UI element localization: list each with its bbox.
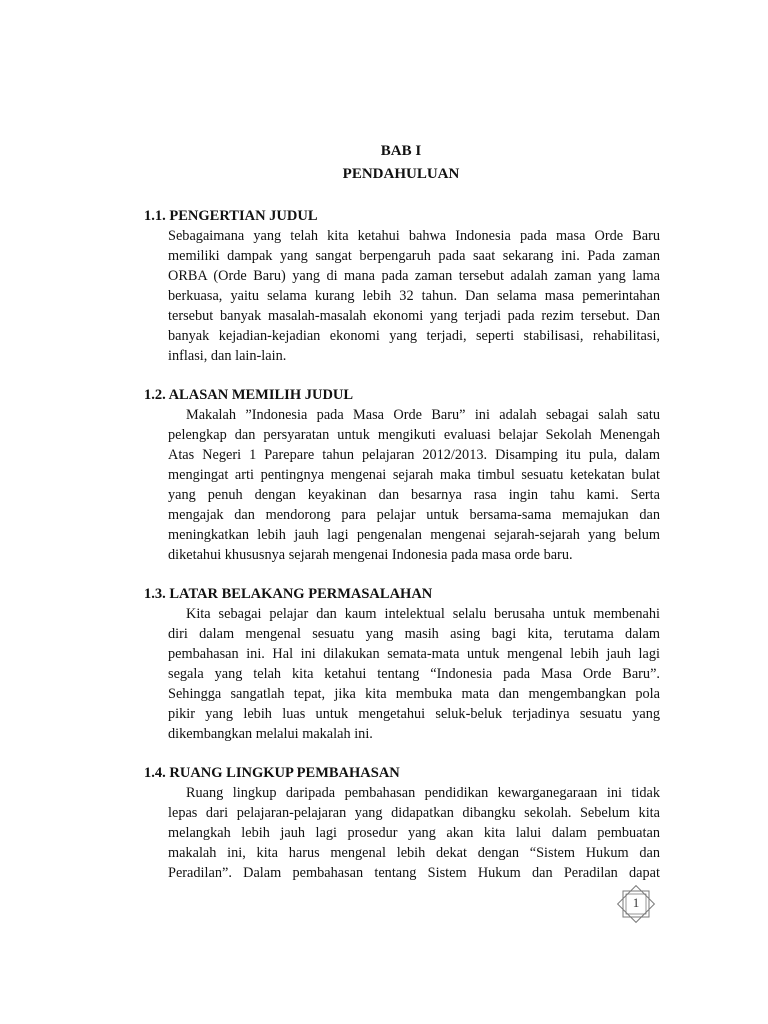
paragraph-line: mengajak dan mendorong para pelajar untuk bersama-sama memajukan dan: [168, 507, 660, 523]
section-heading-pengertian-judul: 1.1. PENGERTIAN JUDUL: [144, 208, 318, 224]
paragraph-line: makalah ini, kita harus mengenal lebih dekat dengan “Sistem Hukum dan: [168, 845, 660, 861]
paragraph-line: inflasi, dan lain-lain.: [168, 348, 287, 364]
section-paragraph-latar-belakang: [168, 604, 660, 744]
section-paragraph-pengertian-judul: [168, 226, 660, 366]
paragraph-line: berkuasa, yaitu selama kurang lebih 32 tahun. Dan selama masa pemerintahan: [168, 288, 660, 304]
paragraph-line: tersebut banyak masalah-masalah ekonomi yang terjadi pada rezim tersebut. Dan: [168, 308, 660, 324]
paragraph-line: Makalah ”Indonesia pada Masa Orde Baru” ini adalah sebagai salah satu: [186, 407, 660, 423]
paragraph-line: diri dalam mengenal sesuatu yang masih asing bagi kita, terutama dalam: [168, 626, 660, 642]
section-paragraph-alasan-memilih-judul: [168, 405, 660, 565]
paragraph-line: Peradilan”. Dalam pembahasan tentang Sistem Hukum dan Peradilan dapat: [168, 865, 660, 881]
paragraph-line: yang penuh dengan keyakinan dan besarnya rasa ingin tahu kami. Serta: [168, 487, 660, 503]
chapter-title: PENDAHULUAN: [342, 166, 460, 182]
paragraph-line: Sebagaimana yang telah kita ketahui bahwa Indonesia pada masa Orde Baru: [168, 228, 660, 244]
paragraph-line: meningkatkan lebih jauh lagi pengenalan mengenai sejarah-sejarah yang belum: [168, 527, 660, 543]
paragraph-line: lepas dari pelajaran-pelajaran yang didapatkan dibangku sekolah. Sebelum kita: [168, 805, 660, 821]
paragraph-line: dikembangkan melalui makalah ini.: [168, 726, 373, 742]
paragraph-line: melangkah lebih jauh lagi prosedur yang akan kita lalui dalam pembuatan: [168, 825, 660, 841]
page-number-badge: [612, 882, 660, 926]
chapter-label: BAB I: [380, 143, 422, 159]
paragraph-line: Ruang lingkup daripada pembahasan pendidikan kewarganegaraan ini tidak: [186, 785, 660, 801]
section-heading-alasan-memilih-judul: 1.2. ALASAN MEMILIH JUDUL: [144, 387, 354, 403]
paragraph-line: memiliki dampak yang sangat berpengaruh pada saat sekarang ini. Pada zaman: [168, 248, 660, 264]
paragraph-line: ORBA (Orde Baru) yang di mana pada zaman tersebut adalah zaman yang lama: [168, 268, 660, 284]
paragraph-line: Atas Negeri 1 Parepare tahun pelajaran 2012/2013. Disamping itu pula, dalam: [168, 447, 660, 463]
paragraph-line: mengingat arti pentingnya mengenai sejarah maka timbul sesuatu ketekatan bulat: [168, 467, 660, 483]
section-heading-latar-belakang: 1.3. LATAR BELAKANG PERMASALAHAN: [144, 586, 433, 602]
paragraph-line: Kita sebagai pelajar dan kaum intelektual selalu berusaha untuk membenahi: [186, 606, 660, 622]
paragraph-line: segala yang telah kita ketahui tentang “Indonesia pada Masa Orde Baru”.: [168, 666, 660, 682]
paragraph-line: pelengkap dan persyaratan untuk mengikuti evaluasi belajar Sekolah Menengah: [168, 427, 660, 443]
page-number: 1: [632, 895, 640, 910]
paragraph-line: Sehingga sangatlah tepat, jika kita membuka mata dan mengembangkan pola: [168, 686, 660, 702]
paragraph-line: pikir yang lebih luas untuk mengetahui seluk-beluk terjadinya sesuatu yang: [168, 706, 660, 722]
paragraph-line: pembahasan ini. Hal ini dilakukan semata-mata untuk mengenal lebih jauh lagi: [168, 646, 660, 662]
section-heading-ruang-lingkup: 1.4. RUANG LINGKUP PEMBAHASAN: [144, 765, 400, 781]
paragraph-line: diketahui khususnya sejarah mengenai Indonesia pada masa orde baru.: [168, 547, 573, 563]
section-paragraph-ruang-lingkup: [168, 783, 660, 883]
paragraph-line: banyak kejadian-kejadian ekonomi yang terjadi, seperti stabilisasi, rehabilitasi,: [168, 328, 660, 344]
